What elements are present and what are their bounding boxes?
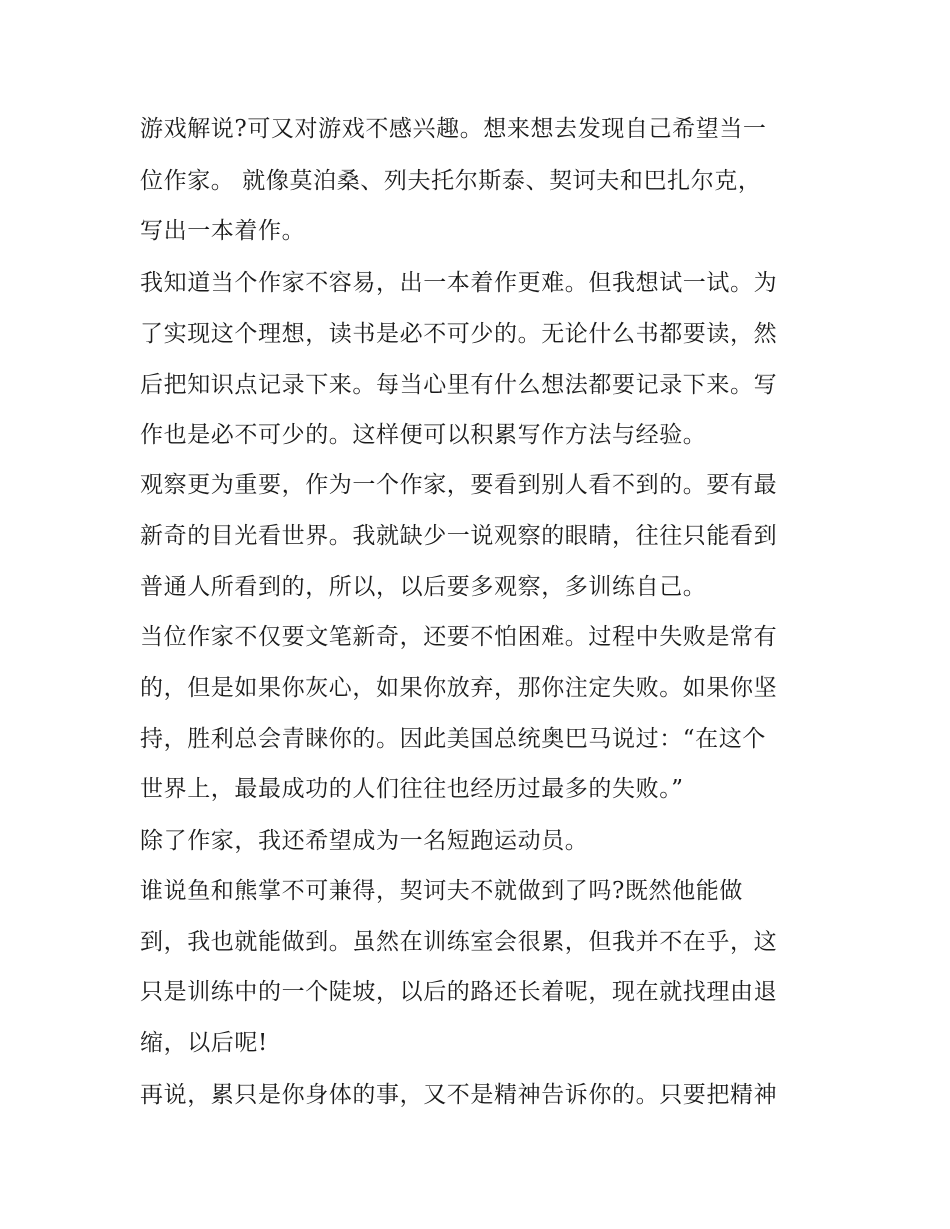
- text-line: 位作家。 就像莫泊桑、列夫托尔斯泰、契诃夫和巴扎尔克，: [140, 168, 762, 194]
- text-line: 只是训练中的一个陡坡，以后的路还长着呢，现在就找理由退: [140, 979, 778, 1005]
- text-line: 游戏解说?可又对游戏不感兴趣。想来想去发现自己希望当一: [140, 116, 767, 142]
- text-line: 了实现这个理想，读书是必不可少的。无论什么书都要读，然: [140, 321, 778, 347]
- text-line: 的，但是如果你灰心，如果你放弃，那你注定失败。如果你坚: [140, 675, 778, 701]
- text-line: 写出一本着作。: [140, 218, 306, 244]
- text-line: 当位作家不仅要文笔新奇，还要不怕困难。过程中失败是常有: [140, 624, 778, 650]
- text-line: 我知道当个作家不容易，出一本着作更难。但我想试一试。为: [140, 270, 778, 296]
- text-line: 缩，以后呢!: [140, 1030, 268, 1056]
- text-line: 世界上，最最成功的人们往往也经历过最多的失败。”: [140, 776, 684, 802]
- text-line: 除了作家，我还希望成为一名短跑运动员。: [140, 828, 589, 854]
- text-line: 新奇的目光看世界。我就缺少一说观察的眼睛，往往只能看到: [140, 523, 778, 549]
- text-line: 后把知识点记录下来。每当心里有什么想法都要记录下来。写: [140, 372, 778, 398]
- text-line: 谁说鱼和熊掌不可兼得，契诃夫不就做到了吗?既然他能做: [140, 878, 743, 904]
- text-line: 作也是必不可少的。这样便可以积累写作方法与经验。: [140, 422, 707, 448]
- text-line: 到，我也就能做到。虽然在训练室会很累，但我并不在乎，这: [140, 929, 778, 955]
- text-line: 观察更为重要，作为一个作家，要看到别人看不到的。要有最: [140, 472, 778, 498]
- text-line: 再说，累只是你身体的事，又不是精神告诉你的。只要把精神: [140, 1082, 778, 1108]
- text-line: 持，胜利总会青睐你的。因此美国总统奥巴马说过：“在这个: [140, 726, 766, 752]
- text-line: 普通人所看到的，所以，以后要多观察，多训练自己。: [140, 574, 707, 600]
